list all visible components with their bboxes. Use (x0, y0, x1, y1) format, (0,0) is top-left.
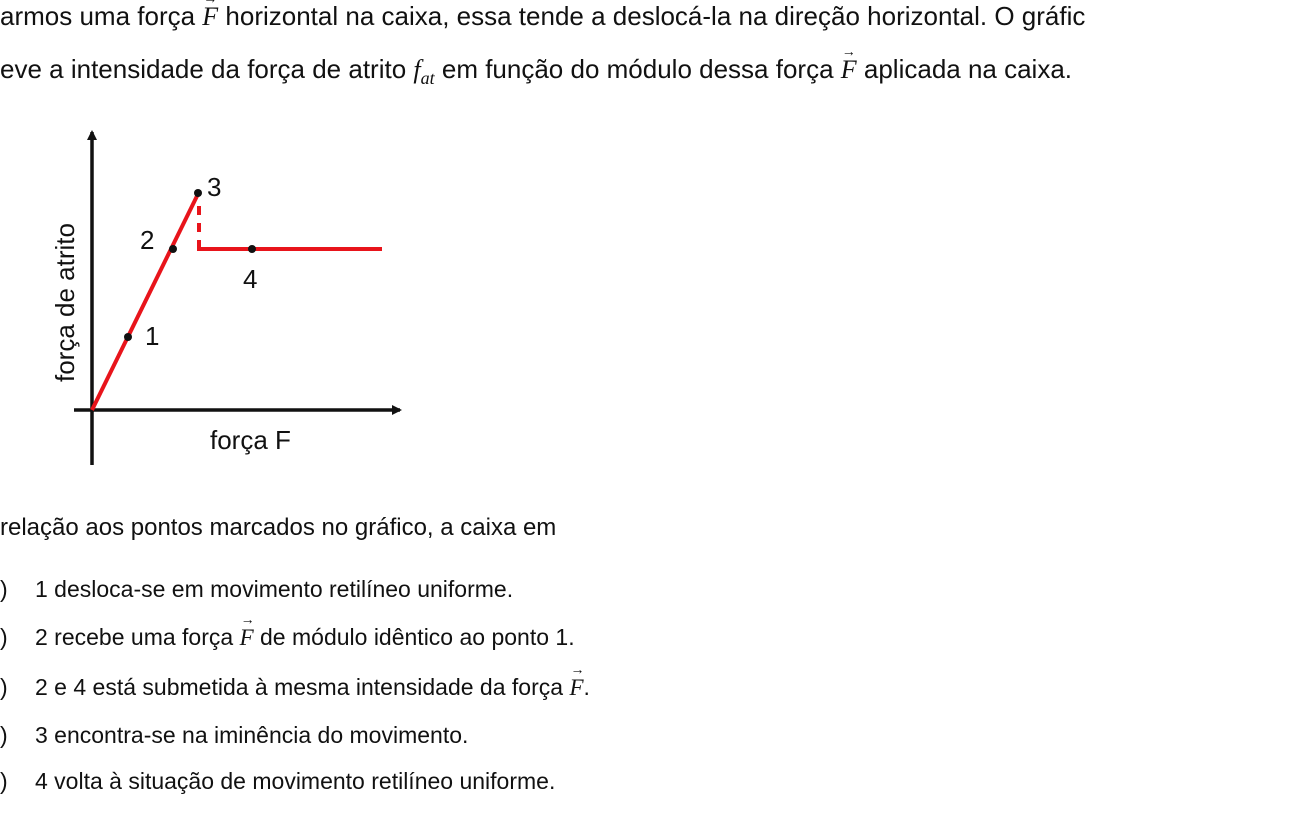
x-axis-label: força F (210, 425, 291, 455)
point-label-3: 3 (207, 172, 222, 202)
option-paren: ) (0, 722, 8, 748)
option-paren: ) (0, 674, 8, 700)
question-stem: relação aos pontos marcados no gráfico, a caixa em (0, 514, 557, 541)
option-text: 1 desloca-se em movimento retilíneo uniforme. (35, 576, 514, 602)
paragraph-text: armos uma força (0, 1, 203, 31)
point-label-4: 4 (243, 264, 258, 294)
force-vector-symbol: → F (569, 674, 583, 702)
option-text: 2 recebe uma força → F de módulo idêntico ao ponto 1. (35, 623, 575, 652)
point-label-2: 2 (140, 225, 155, 255)
force-vector-symbol: → F (202, 1, 218, 33)
option-text: 4 volta à situação de movimento retilíneo uniforme. (35, 768, 556, 794)
friction-force-graph (0, 110, 430, 470)
option-paren: ) (0, 576, 8, 602)
point-3-marker (194, 189, 202, 197)
option-paren: ) (0, 624, 8, 650)
friction-force-symbol: $f_{at}$ (413, 55, 435, 88)
point-2-marker (169, 245, 177, 253)
point-1-marker (124, 333, 132, 341)
kinetic-friction-line (199, 240, 382, 249)
point-4-marker (248, 245, 256, 253)
paragraph-text: em função do módulo dessa força (434, 54, 841, 84)
y-axis-label: força de atrito (50, 223, 80, 382)
option-text: 2 e 4 está submetida à mesma intensidade da força → F. (35, 673, 590, 702)
force-vector-symbol: → F (240, 624, 254, 652)
paragraph-text: horizontal na caixa, essa tende a deslocá-la na direção horizontal. O gráfic (218, 1, 1086, 31)
option-text: 3 encontra-se na iminência do movimento. (35, 722, 469, 748)
paragraph-line-2 (0, 53, 1072, 94)
option-paren: ) (0, 768, 8, 794)
paragraph-line-1 (0, 0, 1085, 33)
paragraph-text: aplicada na caixa. (856, 54, 1073, 84)
force-vector-symbol: → F (841, 54, 857, 86)
paragraph-text: eve a intensidade da força de atrito (0, 54, 414, 84)
point-label-1: 1 (145, 321, 160, 351)
